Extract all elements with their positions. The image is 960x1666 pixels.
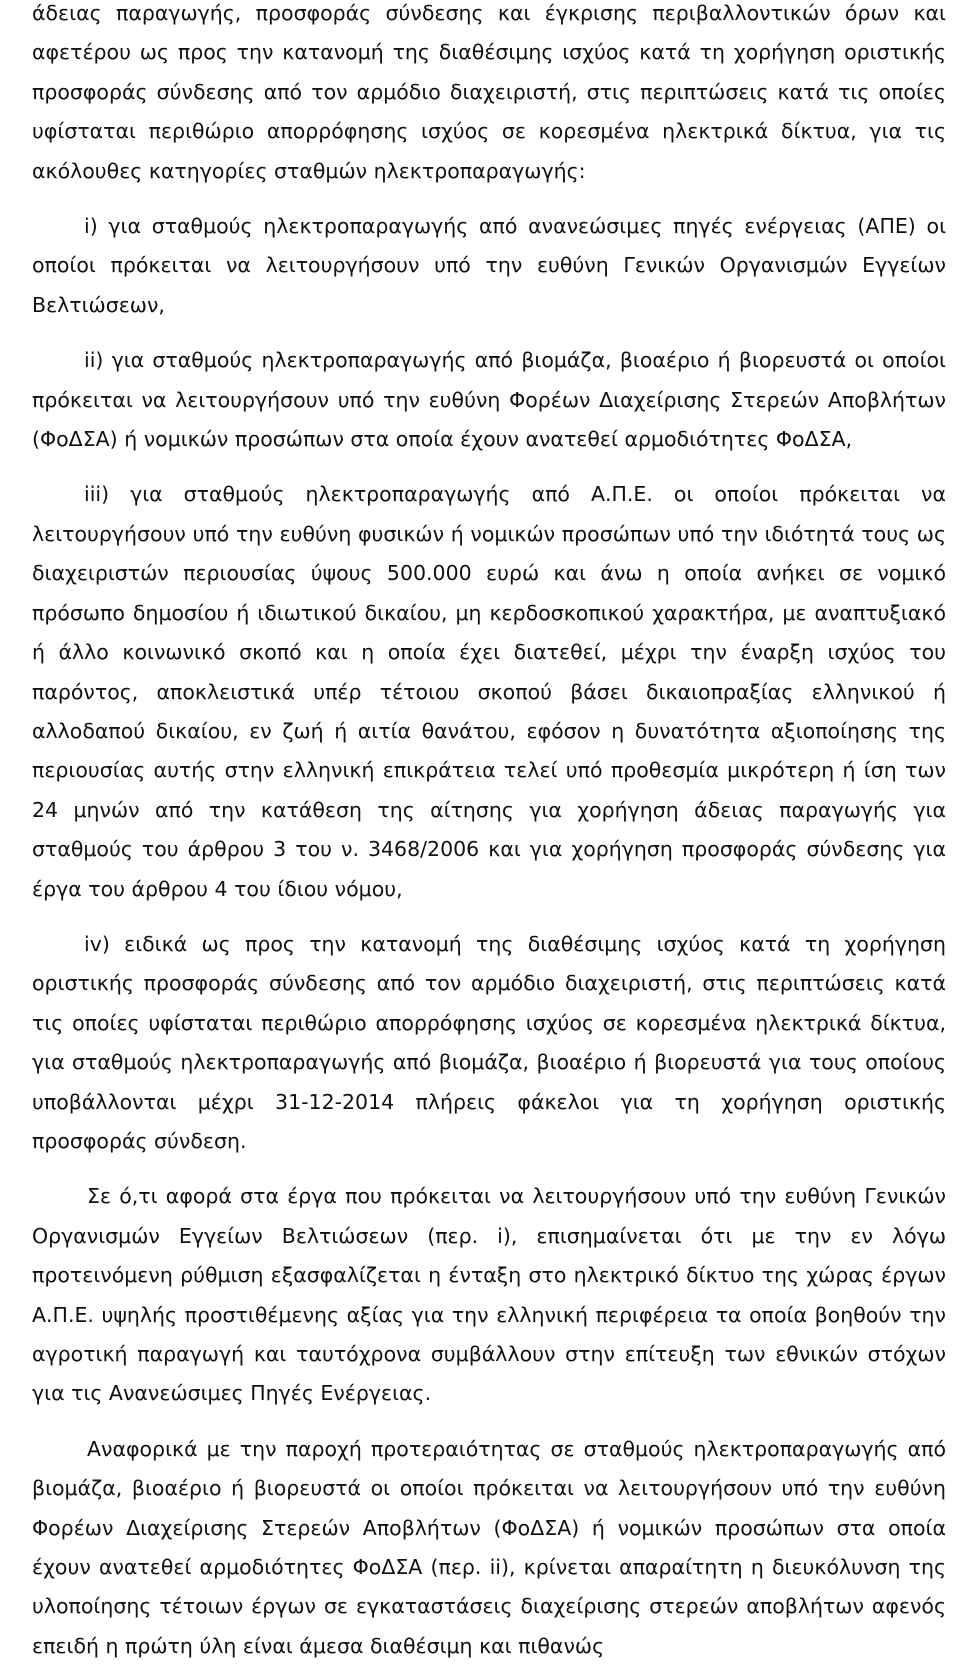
document-body	[32, 0, 946, 1666]
list-item-iv-biomass-deadline: iv) ειδικά ως προς την κατανομή της διαθέσιμης ισχύος κατά τη χορήγηση οριστικής προσφοράς σύνδεσης από τον αρμόδιο διαχειριστή, στις περιπτώσεις κατά τις οποίες υφίσταται περιθώριο απορρόφησης ισχύος σε κορεσμένα ηλεκτρικά δίκτυα, για σταθμούς ηλεκτροπαραγωγής από βιομάζα, βιοαέριο ή βιορευστά για τους οποίους υποβάλλονται μέχρι 31-12-2014 πλήρεις φάκελοι για τη χορήγηση οριστικής προσφοράς σύνδεση.	[32, 931, 946, 1153]
list-item-iii-property-managers: iii) για σταθμούς ηλεκτροπαραγωγής από Α.Π.Ε. οι οποίοι πρόκειται να λειτουργήσουν υπό την ευθύνη φυσικών ή νομικών προσώπων υπό την ιδιότητά τους ως διαχειριστών περιουσίας ύψους 500.000 ευρώ και άνω η οποία ανήκει σε νομικό πρόσωπο δημοσίου ή ιδιωτικού δικαίου, μη κερδοσκοπικού χαρακτήρα, με αναπτυξιακό ή άλλο κοινωνικό σκοπό και η οποία έχει διατεθεί, μέχρι την έναρξη ισχύος του παρόντος, αποκλειστικά υπέρ τέτοιου σκοπού βάσει δικαιοπραξίας ελληνικού ή αλλοδαπού δικαίου, εν ζωή ή αιτία θανάτου, εφόσον η δυνατότητα αξιοποίησης της περιουσίας αυτής στην ελληνική επικράτεια τελεί υπό προθεσμία μικρότερη ή ίση των 24 μηνών από την κατάθεση της αίτησης για χορήγηση άδειας παραγωγής για σταθμούς του άρθρου 3 του ν. 3468/2006 και για χορήγηση προσφοράς σύνδεσης για έργα του άρθρου 4 του ίδιου νόμου,	[32, 482, 946, 901]
paragraph-continued-intro: άδειας παραγωγής, προσφοράς σύνδεσης και έγκρισης περιβαλλοντικών όρων και αφετέρου ως προς την κατανομή της διαθέσιμης ισχύος κατά τη χορήγηση οριστικής προσφοράς σύνδεσης από τον αρμόδιο διαχειριστή, στις περιπτώσεις κατά τις οποίες υφίσταται περιθώριο απορρόφησης ισχύος σε κορεσμένα ηλεκτρικά δίκτυα, για τις ακόλουθες κατηγορίες σταθμών ηλεκτροπαραγωγής:	[32, 1, 946, 183]
list-item-i-land-reclamation: i) για σταθμούς ηλεκτροπαραγωγής από ανανεώσιμες πηγές ενέργειας (ΑΠΕ) οι οποίοι πρόκειται να λειτουργήσουν υπό την ευθύνη Γενικών Οργανισμών Εγγείων Βελτιώσεων,	[32, 214, 946, 317]
list-item-ii-biomass-fodsa: ii) για σταθμούς ηλεκτροπαραγωγής από βιομάζα, βιοαέριο ή βιορευστά οι οποίοι πρόκειται να λειτουργήσουν υπό την ευθύνη Φορέων Διαχείρισης Στερεών Αποβλήτων (ΦοΔΣΑ) ή νομικών προσώπων στα οποία έχουν ανατεθεί αρμοδιότητες ΦοΔΣΑ,	[32, 348, 946, 452]
paragraph-biomass-priority: Αναφορικά με την παροχή προτεραιότητας σε σταθμούς ηλεκτροπαραγωγής από βιομάζα, βιοαέριο ή βιορευστά οι οποίοι πρόκειται να λειτουργήσουν υπό την ευθύνη Φορέων Διαχείρισης Στερεών Αποβλήτων (ΦοΔΣΑ) ή νομικών προσώπων στα οποία έχουν ανατεθεί αρμοδιότητες ΦοΔΣΑ (περ. ii), κρίνεται απαραίτητη η διευκόλυνση της υλοποίησης τέτοιων έργων σε εγκαταστάσεις διαχείρισης στερεών αποβλήτων αφενός επειδή η πρώτη ύλη είναι άμεσα διαθέσιμη και πιθανώς	[32, 1436, 946, 1658]
paragraph-land-reclamation-note: Σε ό,τι αφορά στα έργα που πρόκειται να λειτουργήσουν υπό την ευθύνη Γενικών Οργανισμών Εγγείων Βελτιώσεων (περ. i), επισημαίνεται ότι με την εν λόγω προτεινόμενη ρύθμιση εξασφαλίζεται η ένταξη στο ηλεκτρικό δίκτυο της χώρας έργων Α.Π.Ε. υψηλής προστιθέμενης αξίας για την ελληνική περιφέρεια τα οποία βοηθούν την αγροτική παραγωγή και ταυτόχρονα συμβάλλουν στην επίτευξη των εθνικών στόχων για τις Ανανεώσιμες Πηγές Ενέργειας.	[32, 1184, 946, 1406]
